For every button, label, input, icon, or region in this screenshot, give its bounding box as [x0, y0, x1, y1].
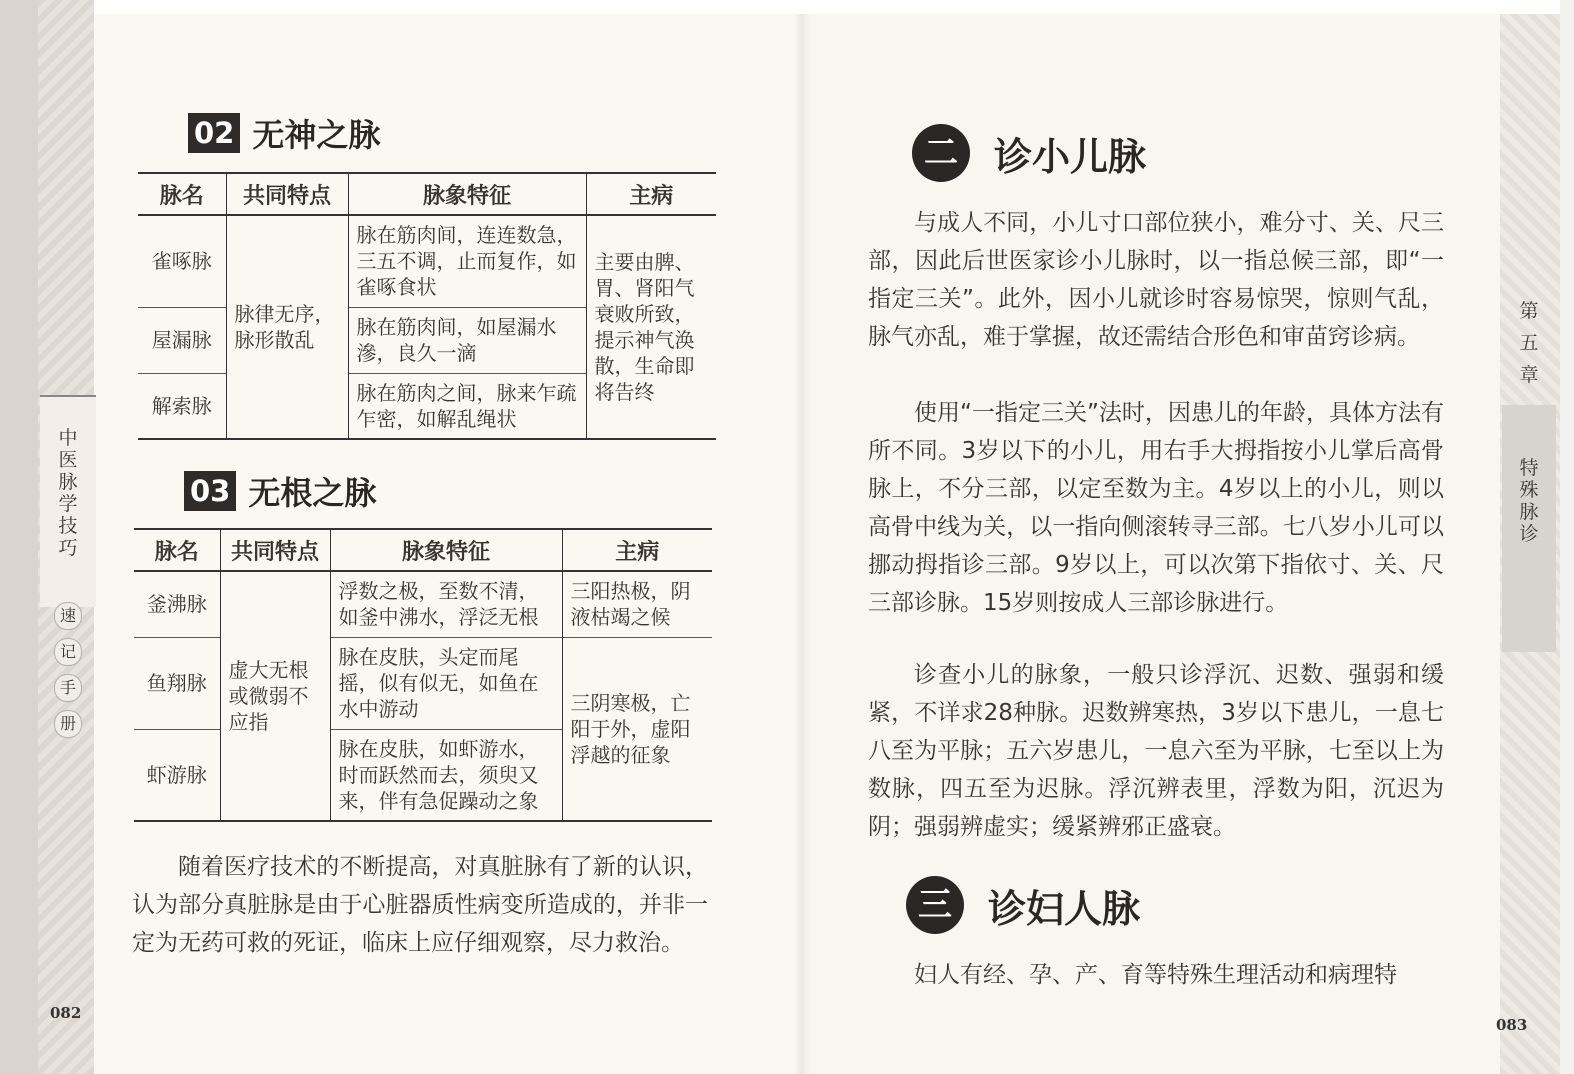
- main-disease: 三阳热极，阴液枯竭之候: [562, 571, 712, 637]
- section-heading-02: [188, 110, 380, 156]
- book-title-vertical: 中 医 脉 学 技 巧: [40, 395, 96, 607]
- column-header: 脉名: [138, 173, 226, 215]
- common-feature: 脉律无序，脉形散乱: [226, 215, 348, 439]
- table-row: [138, 215, 716, 307]
- paragraph: 诊查小儿的脉象，一般只诊浮沉、迟数、强弱和缓紧，不详求28种脉。迟数辨寒热，3岁以下患儿，一息七八至为平脉；五六岁患儿，一息六至为平脉，七至以上为数脉，四五至为迟脉。浮沉辨表里，浮数为阳，沉迟为阴；强弱辨虚实；缓紧辨邪正盛衰。: [868, 662, 1444, 840]
- pulse-name: 鱼翔脉: [146, 671, 207, 695]
- section-title: 诊妇人脉: [988, 886, 1141, 931]
- common-feature: 虚大无根或微弱不应指: [220, 571, 330, 821]
- section-heading-womens-pulse: [906, 876, 1140, 934]
- pulse-feature: 脉在筋肉之间，脉来乍疏乍密，如解乱绳状: [348, 373, 586, 439]
- paragraph: 与成人不同，小儿寸口部位狭小，难分寸、关、尺三部，因此后世医家诊小儿脉时，以一指总候三部，即“一指定三关”。此外，因小儿就诊时容易惊哭，惊则气乱，脉气亦乱，难于掌握，故还需结合形色和审苗窍诊病。: [868, 210, 1444, 350]
- table-no-spirit-pulse: [138, 172, 716, 440]
- pulse-feature: 浮数之极，至数不清，如釜中沸水，浮泛无根: [330, 571, 562, 637]
- section-number-badge: 03: [184, 471, 236, 511]
- pulse-name: 屋漏脉: [151, 328, 212, 352]
- book-subtitle-vertical: 速 记 手 册: [46, 602, 90, 746]
- column-header: 脉象特征: [348, 173, 586, 215]
- pulse-name: 雀啄脉: [151, 249, 212, 274]
- page-edge-left: [0, 0, 40, 1074]
- section-number-badge: 02: [188, 113, 240, 153]
- main-disease: 主要由脾、胃、肾阳气衰败所致，提示神气涣散，生命即将告终: [586, 215, 716, 439]
- section-title: 诊小儿脉: [994, 134, 1147, 179]
- section-title: 无根之脉: [248, 474, 377, 512]
- paragraph: 妇人有经、孕、产、育等特殊生理活动和病理特: [914, 962, 1397, 988]
- book-gutter: [794, 14, 812, 1074]
- section-heading-pediatric-pulse: [912, 124, 1146, 182]
- chapter-label-vertical: 第 五 章: [1519, 300, 1539, 386]
- column-header: 主病: [562, 529, 712, 571]
- section-tab-vertical: 特 殊 脉 诊: [1502, 405, 1556, 652]
- pulse-feature: 脉在皮肤，如虾游水，时而跃然而去，须臾又来，伴有急促躁动之象: [330, 729, 562, 821]
- column-header: 共同特点: [226, 173, 348, 215]
- paragraph-true-visceral-pulse: 随着医疗技术的不断提高，对真脏脉有了新的认识，认为部分真脏脉是由于心脏器质性病变所造成的，并非一定为无药可救的死证，临床上应仔细观察，尽力救治。: [132, 854, 708, 956]
- pulse-name: 釜沸脉: [146, 592, 207, 617]
- column-header: 脉象特征: [330, 529, 562, 571]
- pulse-name: 解索脉: [151, 393, 212, 418]
- pulse-feature: 脉在筋肉间，如屋漏水滲，良久一滴: [348, 307, 586, 373]
- table-row: [134, 571, 712, 637]
- paragraph: 使用“一指定三关”法时，因患儿的年龄，具体方法有所不同。3岁以下的小儿，用右手大拇指按小儿掌后高骨脉上，不分三部，以定至数为主。4岁以上的小儿，则以高骨中线为关，以一指向侧滚转寻三部。七八岁小儿可以挪动拇指诊三部。9岁以上，可以次第下指依寸、关、尺三部诊脉。15岁则按成人三部诊脉进行。: [868, 400, 1444, 616]
- column-header: 脉名: [134, 529, 220, 571]
- pulse-feature: 脉在皮肤，头定而尾摇，似有似无，如鱼在水中游动: [330, 637, 562, 729]
- page-number-left: 082: [50, 1004, 82, 1022]
- page-number-right: 083: [1496, 1016, 1528, 1034]
- section-number-badge: 三: [906, 876, 964, 934]
- page-edge-right: [1560, 0, 1574, 1074]
- section-number-badge: 二: [912, 124, 970, 182]
- table-no-root-pulse: [134, 528, 712, 822]
- main-disease: 三阴寒极，亡阳于外，虚阳浮越的征象: [562, 637, 712, 821]
- section-title: 无神之脉: [252, 116, 381, 154]
- pulse-name: 虾游脉: [146, 762, 207, 787]
- pulse-feature: 脉在筋肉间，连连数急，三五不调，止而复作，如雀啄食状: [348, 215, 586, 307]
- section-heading-03: [184, 468, 376, 514]
- column-header: 主病: [586, 173, 716, 215]
- column-header: 共同特点: [220, 529, 330, 571]
